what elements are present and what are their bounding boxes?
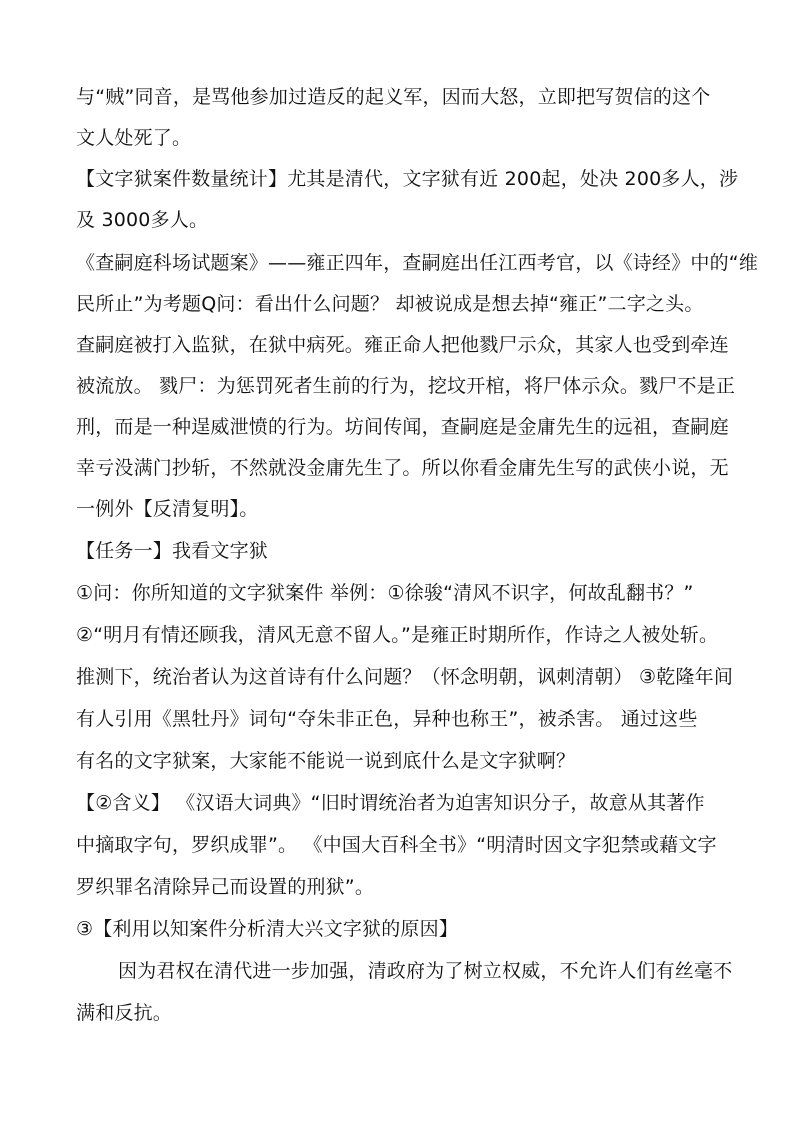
text-line: 推测下，统治者认为这首诗有什么问题？（怀念明朝，讽刺清朝） ③乾隆年间 [76,666,734,688]
task-heading: 【任务一】我看文字狱 [76,540,269,562]
analysis-heading: ③【利用以知案件分析清大兴文字狱的原因】 [76,918,459,940]
text-line: 文人处死了。 [76,127,192,149]
text-line: 被流放。 戮尸：为惩罚死者生前的行为，挖坟开棺，将尸体示众。戮尸不是正 [76,375,736,397]
text-line: 及 3000多人。 [76,209,209,231]
text-line: 满和反抗。 [76,1002,173,1024]
text-line: 因为君权在清代进一步加强，清政府为了树立权威，不允许人们有丝毫不 [118,960,733,982]
text-line: 查嗣庭被打入监狱，在狱中病死。雍正命人把他戮尸示众，其家人也受到牵连 [76,334,729,356]
section-heading-line: 【文字狱案件数量统计】尤其是清代，文字狱有近 200起，处决 200多人，涉 [76,168,739,190]
text-line: 民所止”为考题Q问：看出什么问题？ 却被说成是想去掉“雍正”二字之头。 [76,293,704,315]
text-line: 中摘取字句，罗织成罪”。 《中国大百科全书》“明清时因文字犯禁或藉文字 [76,834,717,856]
text-line: 罗织罪名清除异己而设置的刑狱”。 [76,876,375,898]
text-line: ②“明月有情还顾我，清风无意不留人。”是雍正时期所作，作诗之人被处斩。 [76,624,719,646]
text-line: 《查嗣庭科场试题案》——雍正四年，查嗣庭出任江西考官，以《诗经》中的“维 [76,252,759,274]
text-line: 有名的文字狱案，大家能不能说一说到底什么是文字狱啊？ [76,750,576,772]
text-line: 一例外【反清复明】。 [76,498,259,520]
text-line: ①问：你所知道的文字狱案件 举例：①徐骏“清风不识字，何故乱翻书？” [76,582,694,604]
definition-line: 【②含义】 《汉语大词典》“旧时谓统治者为迫害知识分子，故意从其著作 [76,792,705,814]
text-line: 与“贼”同音，是骂他参加过造反的起义军，因而大怒，立即把写贺信的这个 [76,86,711,108]
text-line: 有人引用《黑牡丹》词句“夺朱非正色，异种也称王”，被杀害。 通过这些 [76,708,698,730]
text-line: 刑，而是一种逞威泄愤的行为。坊间传闻，查嗣庭是金庸先生的远祖，查嗣庭 [76,416,729,438]
text-line: 幸亏没满门抄斩，不然就没金庸先生了。所以你看金庸先生写的武侠小说，无 [76,457,729,479]
